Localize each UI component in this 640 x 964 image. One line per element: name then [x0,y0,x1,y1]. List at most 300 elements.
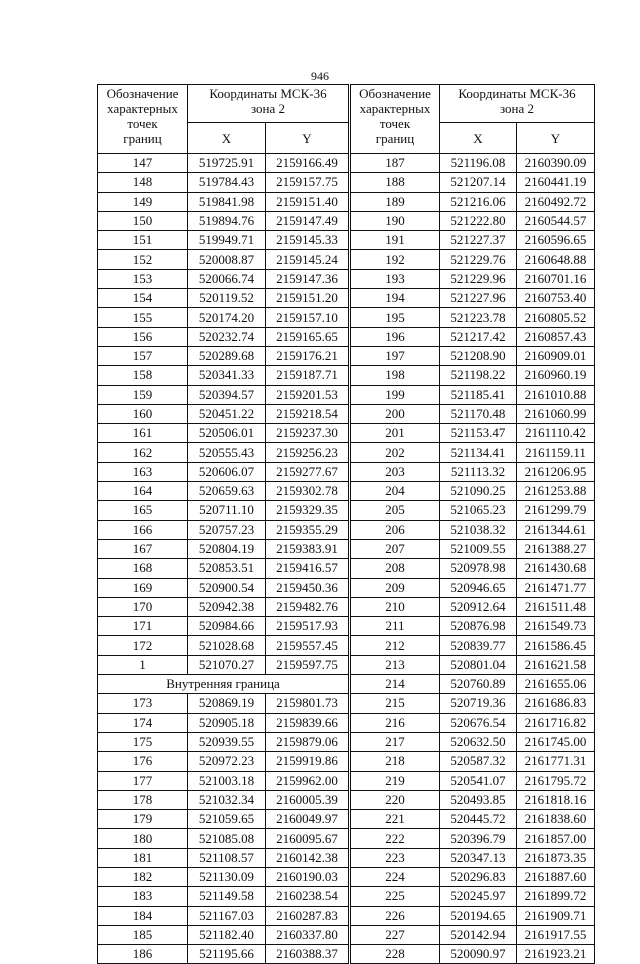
point-id-cell: 157 [98,346,188,365]
y-coordinate-cell: 2159145.24 [266,250,349,269]
point-id-cell: 156 [98,327,188,346]
right-rows [351,154,595,964]
x-coordinate-cell: 520939.55 [188,732,266,751]
x-coordinate-cell: 520801.04 [440,655,517,674]
y-coordinate-cell: 2159166.49 [266,154,349,173]
x-coordinate-cell: 520606.07 [188,462,266,481]
x-coordinate-cell: 520506.01 [188,424,266,443]
x-coordinate-cell: 520174.20 [188,308,266,327]
coordinates-table-right [350,84,595,964]
point-id-cell: 177 [98,771,188,790]
point-id-cell: 153 [98,269,188,288]
y-coordinate-cell: 2159256.23 [266,443,349,462]
x-coordinate-cell: 520555.43 [188,443,266,462]
table-row [98,732,349,751]
table-row [351,694,595,713]
y-coordinate-cell: 2161771.31 [517,752,595,771]
point-id-cell: 186 [98,945,188,964]
y-coordinate-cell: 2159962.00 [266,771,349,790]
point-id-cell: 161 [98,424,188,443]
y-coordinate-cell: 2160441.19 [517,173,595,192]
x-coordinate-cell: 520760.89 [440,675,517,694]
point-id-cell: 225 [351,887,440,906]
table-row [351,867,595,886]
point-id-cell: 226 [351,906,440,925]
point-id-cell: 160 [98,404,188,423]
header-coordinate-system [440,85,595,123]
x-coordinate-cell: 520946.65 [440,578,517,597]
x-coordinate-cell: 520659.63 [188,482,266,501]
point-id-cell: 195 [351,308,440,327]
table-row [98,366,349,385]
table-row [351,675,595,694]
table-row [351,211,595,230]
x-coordinate-cell: 521217.42 [440,327,517,346]
table-row [98,771,349,790]
y-coordinate-cell: 2161621.58 [517,655,595,674]
x-coordinate-cell: 521090.25 [440,482,517,501]
y-coordinate-cell: 2159147.49 [266,211,349,230]
y-coordinate-cell: 2160142.38 [266,848,349,867]
table-row [98,655,349,674]
x-coordinate-cell: 520541.07 [440,771,517,790]
table-row [351,578,595,597]
point-id-cell: 210 [351,597,440,616]
y-coordinate-cell: 2159517.93 [266,617,349,636]
y-coordinate-cell: 2160909.01 [517,346,595,365]
table-row [351,906,595,925]
x-coordinate-cell: 521130.09 [188,867,266,886]
point-id-cell: 194 [351,289,440,308]
y-coordinate-cell: 2161857.00 [517,829,595,848]
table-row [351,269,595,288]
y-coordinate-cell: 2161110.42 [517,424,595,443]
y-coordinate-cell: 2159355.29 [266,520,349,539]
y-coordinate-cell: 2161430.68 [517,559,595,578]
y-coordinate-cell: 2159416.57 [266,559,349,578]
point-id-cell: 165 [98,501,188,520]
point-id-cell: 201 [351,424,440,443]
y-coordinate-cell: 2161253.88 [517,482,595,501]
header-point-line2: характерных [359,101,431,116]
table-row [98,443,349,462]
y-coordinate-cell: 2159218.54 [266,404,349,423]
point-id-cell: 176 [98,752,188,771]
table-row [98,829,349,848]
x-coordinate-cell: 521208.90 [440,346,517,365]
point-id-cell: 188 [351,173,440,192]
x-coordinate-cell: 520296.83 [440,867,517,886]
x-coordinate-cell: 521223.78 [440,308,517,327]
inner-boundary-label: Внутренняя граница [98,675,349,694]
point-id-cell: 199 [351,385,440,404]
y-coordinate-cell: 2160287.83 [266,906,349,925]
point-id-cell: 192 [351,250,440,269]
table-row [351,404,595,423]
x-coordinate-cell: 521070.27 [188,655,266,674]
y-coordinate-cell: 2161655.06 [517,675,595,694]
y-coordinate-cell: 2159557.45 [266,636,349,655]
x-coordinate-cell: 521113.32 [440,462,517,481]
y-coordinate-cell: 2159151.40 [266,192,349,211]
x-coordinate-cell: 521038.32 [440,520,517,539]
x-coordinate-cell: 521196.08 [440,154,517,173]
y-coordinate-cell: 2161745.00 [517,732,595,751]
point-id-cell: 169 [98,578,188,597]
x-coordinate-cell: 519894.76 [188,211,266,230]
y-coordinate-cell: 2159151.20 [266,289,349,308]
x-coordinate-cell: 520839.77 [440,636,517,655]
y-coordinate-cell: 2159383.91 [266,539,349,558]
point-id-cell: 206 [351,520,440,539]
point-id-cell: 170 [98,597,188,616]
x-coordinate-cell: 521085.08 [188,829,266,848]
header-point-line3: точек [379,116,411,131]
x-coordinate-cell: 520804.19 [188,539,266,558]
x-coordinate-cell: 520912.64 [440,597,517,616]
point-id-cell: 228 [351,945,440,964]
x-coordinate-cell: 520451.22 [188,404,266,423]
point-id-cell: 154 [98,289,188,308]
x-coordinate-cell: 521182.40 [188,925,266,944]
table-row [98,848,349,867]
x-coordinate-cell: 521207.14 [440,173,517,192]
x-coordinate-cell: 521195.66 [188,945,266,964]
y-coordinate-cell: 2160238.54 [266,887,349,906]
x-coordinate-cell: 521028.68 [188,636,266,655]
table-row [351,501,595,520]
x-coordinate-cell: 521227.96 [440,289,517,308]
table-row [98,945,349,964]
y-coordinate-cell: 2161923.21 [517,945,595,964]
x-coordinate-cell: 519949.71 [188,231,266,250]
table-row [98,578,349,597]
x-coordinate-cell: 520194.65 [440,906,517,925]
table-row [351,385,595,404]
point-id-cell: 152 [98,250,188,269]
y-coordinate-cell: 2161795.72 [517,771,595,790]
header-point-line4: границ [375,131,415,146]
table-row [351,520,595,539]
point-id-cell: 171 [98,617,188,636]
table-row [351,848,595,867]
point-id-cell: 207 [351,539,440,558]
point-id-cell: 189 [351,192,440,211]
x-coordinate-cell: 521032.34 [188,790,266,809]
y-coordinate-cell: 2159165.65 [266,327,349,346]
table-row [98,559,349,578]
point-id-cell: 175 [98,732,188,751]
point-id-cell: 184 [98,906,188,925]
y-coordinate-cell: 2160596.65 [517,231,595,250]
y-coordinate-cell: 2161887.60 [517,867,595,886]
y-coordinate-cell: 2161159.11 [517,443,595,462]
table-row [98,289,349,308]
point-id-cell: 216 [351,713,440,732]
point-id-cell: 151 [98,231,188,250]
x-coordinate-cell: 521185.41 [440,385,517,404]
x-coordinate-cell: 521198.22 [440,366,517,385]
y-coordinate-cell: 2159157.10 [266,308,349,327]
point-id-cell: 217 [351,732,440,751]
point-id-cell: 187 [351,154,440,173]
table-row [351,713,595,732]
y-coordinate-cell: 2160492.72 [517,192,595,211]
point-id-cell: 167 [98,539,188,558]
point-id-cell: 179 [98,810,188,829]
table-row [351,366,595,385]
y-coordinate-cell: 2161716.82 [517,713,595,732]
table-row [98,925,349,944]
point-id-cell: 155 [98,308,188,327]
coordinates-table-left [97,84,349,964]
table-row [351,925,595,944]
table-row [98,385,349,404]
table-row [351,752,595,771]
header-crs-line1: Координаты МСК-36 [209,86,327,101]
y-coordinate-cell: 2161388.27 [517,539,595,558]
table-row [98,752,349,771]
x-coordinate-cell: 520394.57 [188,385,266,404]
table-row [98,501,349,520]
y-coordinate-cell: 2159879.06 [266,732,349,751]
header-point-line1: Обозначение [359,86,431,101]
y-coordinate-cell: 2161344.61 [517,520,595,539]
y-coordinate-cell: 2161873.35 [517,848,595,867]
x-coordinate-cell: 520972.23 [188,752,266,771]
x-coordinate-cell: 520676.54 [440,713,517,732]
point-id-cell: 159 [98,385,188,404]
table-row [351,482,595,501]
y-coordinate-cell: 2161060.99 [517,404,595,423]
table-row [351,462,595,481]
y-coordinate-cell: 2161299.79 [517,501,595,520]
header-row-1 [98,85,349,123]
point-id-cell: 183 [98,887,188,906]
point-id-cell: 223 [351,848,440,867]
table-row [98,424,349,443]
x-coordinate-cell: 520142.94 [440,925,517,944]
table-row [351,231,595,250]
header-point-name [351,85,440,154]
point-id-cell: 211 [351,617,440,636]
y-coordinate-cell: 2159450.36 [266,578,349,597]
x-coordinate-cell: 521059.65 [188,810,266,829]
point-id-cell: 197 [351,346,440,365]
y-coordinate-cell: 2160805.52 [517,308,595,327]
table-row [98,231,349,250]
y-coordinate-cell: 2161511.48 [517,597,595,616]
table-row [351,327,595,346]
table-row [98,154,349,173]
table-row [351,346,595,365]
y-coordinate-cell: 2159147.36 [266,269,349,288]
point-id-cell: 219 [351,771,440,790]
x-coordinate-cell: 521153.47 [440,424,517,443]
table-row [351,424,595,443]
x-coordinate-cell: 519725.91 [188,154,266,173]
x-coordinate-cell: 520245.97 [440,887,517,906]
table-row [351,887,595,906]
point-id-cell: 193 [351,269,440,288]
point-id-cell: 190 [351,211,440,230]
table-row [351,308,595,327]
y-coordinate-cell: 2161899.72 [517,887,595,906]
table-row [98,790,349,809]
x-coordinate-cell: 520445.72 [440,810,517,829]
y-coordinate-cell: 2161010.88 [517,385,595,404]
point-id-cell: 172 [98,636,188,655]
y-coordinate-cell: 2160960.19 [517,366,595,385]
table-row [98,327,349,346]
table-row [98,250,349,269]
header-coordinate-system [188,85,349,123]
point-id-cell: 185 [98,925,188,944]
table-row [351,443,595,462]
y-coordinate-cell: 2161909.71 [517,906,595,925]
x-coordinate-cell: 521108.57 [188,848,266,867]
x-coordinate-cell: 520853.51 [188,559,266,578]
header-crs-line1: Координаты МСК-36 [458,86,576,101]
y-coordinate-cell: 2159157.75 [266,173,349,192]
point-id-cell: 168 [98,559,188,578]
inner-boundary-section [98,675,349,694]
point-id-cell: 166 [98,520,188,539]
x-coordinate-cell: 520984.66 [188,617,266,636]
header-x: X [440,123,517,154]
x-coordinate-cell: 520090.97 [440,945,517,964]
point-id-cell: 214 [351,675,440,694]
y-coordinate-cell: 2159237.30 [266,424,349,443]
point-id-cell: 209 [351,578,440,597]
point-id-cell: 163 [98,462,188,481]
x-coordinate-cell: 520232.74 [188,327,266,346]
x-coordinate-cell: 520757.23 [188,520,266,539]
y-coordinate-cell: 2159919.86 [266,752,349,771]
table-row [351,597,595,616]
left-inner-rows [98,694,349,964]
point-id-cell: 150 [98,211,188,230]
y-coordinate-cell: 2160544.57 [517,211,595,230]
point-id-cell: 204 [351,482,440,501]
y-coordinate-cell: 2161471.77 [517,578,595,597]
y-coordinate-cell: 2161686.83 [517,694,595,713]
x-coordinate-cell: 520719.36 [440,694,517,713]
point-id-cell: 191 [351,231,440,250]
header-point-name [98,85,188,154]
table-row [98,887,349,906]
table-row [351,559,595,578]
table-row [351,636,595,655]
x-coordinate-cell: 520632.50 [440,732,517,751]
y-coordinate-cell: 2159839.66 [266,713,349,732]
table-row [98,617,349,636]
point-id-cell: 162 [98,443,188,462]
point-id-cell: 198 [351,366,440,385]
x-coordinate-cell: 519784.43 [188,173,266,192]
header-point-line4: границ [123,131,162,146]
table-row [351,790,595,809]
header-crs-line2: зона 2 [250,101,286,116]
y-coordinate-cell: 2159482.76 [266,597,349,616]
point-id-cell: 173 [98,694,188,713]
header-y: Y [266,123,349,154]
table-row [351,289,595,308]
point-id-cell: 212 [351,636,440,655]
x-coordinate-cell: 520341.33 [188,366,266,385]
x-coordinate-cell: 519841.98 [188,192,266,211]
point-id-cell: 148 [98,173,188,192]
point-id-cell: 202 [351,443,440,462]
y-coordinate-cell: 2161838.60 [517,810,595,829]
y-coordinate-cell: 2161586.45 [517,636,595,655]
x-coordinate-cell: 521222.80 [440,211,517,230]
x-coordinate-cell: 521167.03 [188,906,266,925]
header-crs-line2: зона 2 [499,101,535,116]
y-coordinate-cell: 2160190.03 [266,867,349,886]
table-row [98,192,349,211]
table-row [98,404,349,423]
x-coordinate-cell: 520008.87 [188,250,266,269]
point-id-cell: 164 [98,482,188,501]
header-point-line1: Обозначение [106,86,179,101]
x-coordinate-cell: 520119.52 [188,289,266,308]
x-coordinate-cell: 520711.10 [188,501,266,520]
y-coordinate-cell: 2159187.71 [266,366,349,385]
header-point-line2: характерных [107,101,178,116]
point-id-cell: 208 [351,559,440,578]
header-row-1 [351,85,595,123]
table-row [351,192,595,211]
y-coordinate-cell: 2160648.88 [517,250,595,269]
table-row [98,269,349,288]
table-row [351,732,595,751]
table-row [98,636,349,655]
point-id-cell: 149 [98,192,188,211]
table-row [351,655,595,674]
point-id-cell: 213 [351,655,440,674]
point-id-cell: 180 [98,829,188,848]
table-row [351,250,595,269]
header-x: X [188,123,266,154]
table-row [98,211,349,230]
x-coordinate-cell: 521065.23 [440,501,517,520]
inner-boundary-row [98,675,349,694]
table-row [98,539,349,558]
y-coordinate-cell: 2159176.21 [266,346,349,365]
y-coordinate-cell: 2159145.33 [266,231,349,250]
point-id-cell: 220 [351,790,440,809]
y-coordinate-cell: 2160753.40 [517,289,595,308]
table-row [351,829,595,848]
y-coordinate-cell: 2161549.73 [517,617,595,636]
point-id-cell: 224 [351,867,440,886]
x-coordinate-cell: 520066.74 [188,269,266,288]
table-row [351,539,595,558]
y-coordinate-cell: 2159597.75 [266,655,349,674]
x-coordinate-cell: 521170.48 [440,404,517,423]
table-row [351,154,595,173]
table-row [98,810,349,829]
point-id-cell: 178 [98,790,188,809]
table-row [98,906,349,925]
x-coordinate-cell: 520869.19 [188,694,266,713]
page-number: 946 [311,69,329,83]
y-coordinate-cell: 2161206.95 [517,462,595,481]
point-id-cell: 147 [98,154,188,173]
x-coordinate-cell: 521227.37 [440,231,517,250]
table-row [351,771,595,790]
